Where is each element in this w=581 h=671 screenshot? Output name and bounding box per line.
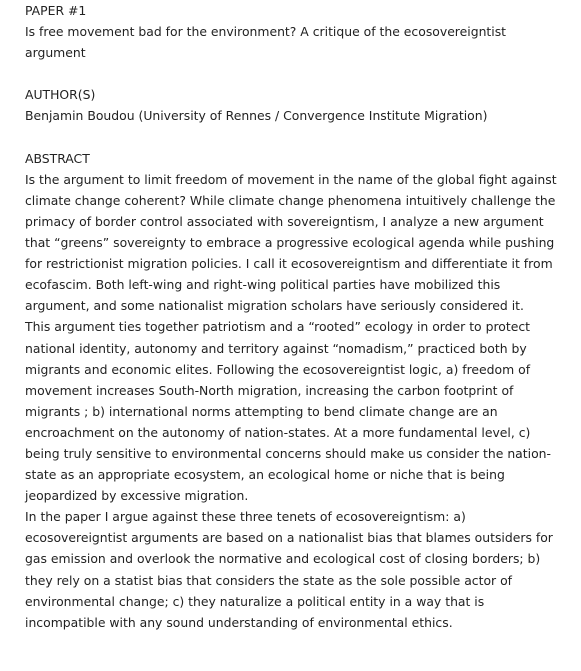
paper-title-line: argument xyxy=(25,45,86,61)
abstract-line: for restrictionist migration policies. I call it ecosovereigntism and differentiate it from xyxy=(25,256,553,272)
abstract-line: This argument ties together patriotism and a “rooted” ecology in order to protect xyxy=(25,319,530,335)
abstract-line: national identity, autonomy and territory against “nomadism,” practiced both by xyxy=(25,340,527,356)
abstract-line: climate change coherent? While climate change phenomena intuitively challenge the xyxy=(25,192,556,208)
document-body xyxy=(25,0,573,633)
abstract-line: being truly sensitive to environmental concerns should make us consider the nation- xyxy=(25,445,551,461)
author-label: AUTHOR(S) xyxy=(25,87,96,103)
abstract-line: they rely on a statist bias that considers the state as the sole possible actor of xyxy=(25,572,513,588)
author-name: Benjamin Boudou (University of Rennes / Convergence Institute Migration) xyxy=(25,108,488,124)
abstract-line: Is the argument to limit freedom of movement in the name of the global fight against xyxy=(25,171,557,187)
paper-label: PAPER #1 xyxy=(25,3,87,18)
abstract-line: gas emission and overlook the normative and ecological cost of closing borders; b) xyxy=(25,551,541,567)
abstract-line: argument, and some nationalist migration scholars have seriously considered it. xyxy=(25,298,524,314)
abstract-line: that “greens” sovereignty to embrace a progressive ecological agenda while pushing xyxy=(25,235,555,251)
abstract-line: ecosovereigntist arguments are based on a nationalist bias that blames outsiders for xyxy=(25,530,553,546)
paper-title-line: Is free movement bad for the environment? A critique of the ecosovereigntist xyxy=(25,24,507,40)
abstract-line: incompatible with any sound understanding of environmental ethics. xyxy=(25,614,453,630)
abstract-line: encroachment on the autonomy of nation-states. At a more fundamental level, c) xyxy=(25,424,531,440)
abstract-line: jeopardized by excessive migration. xyxy=(25,488,249,504)
abstract-line: migrants ; b) international norms attempting to bend climate change are an xyxy=(25,403,498,419)
abstract-line: In the paper I argue against these three tenets of ecosovereigntism: a) xyxy=(25,509,466,525)
abstract-line: ecofascim. Both left-wing and right-wing political parties have mobilized this xyxy=(25,277,501,293)
abstract-line: state as an appropriate ecosystem, an ecological home or niche that is being xyxy=(25,467,505,483)
abstract-line: migrants and economic elites. Following the ecosovereigntist logic, a) freedom of xyxy=(25,361,531,377)
abstract-line: movement increases South-North migration, increasing the carbon footprint of xyxy=(25,382,514,398)
abstract-line: primacy of border control associated with sovereigntism, I analyze a new argument xyxy=(25,213,544,229)
abstract-label: ABSTRACT xyxy=(25,150,90,166)
paper-title xyxy=(25,21,573,63)
section-gap xyxy=(25,63,573,84)
abstract-line: environmental change; c) they naturalize a political entity in a way that is xyxy=(25,593,485,609)
abstract-text xyxy=(25,169,573,633)
section-gap xyxy=(25,127,573,148)
